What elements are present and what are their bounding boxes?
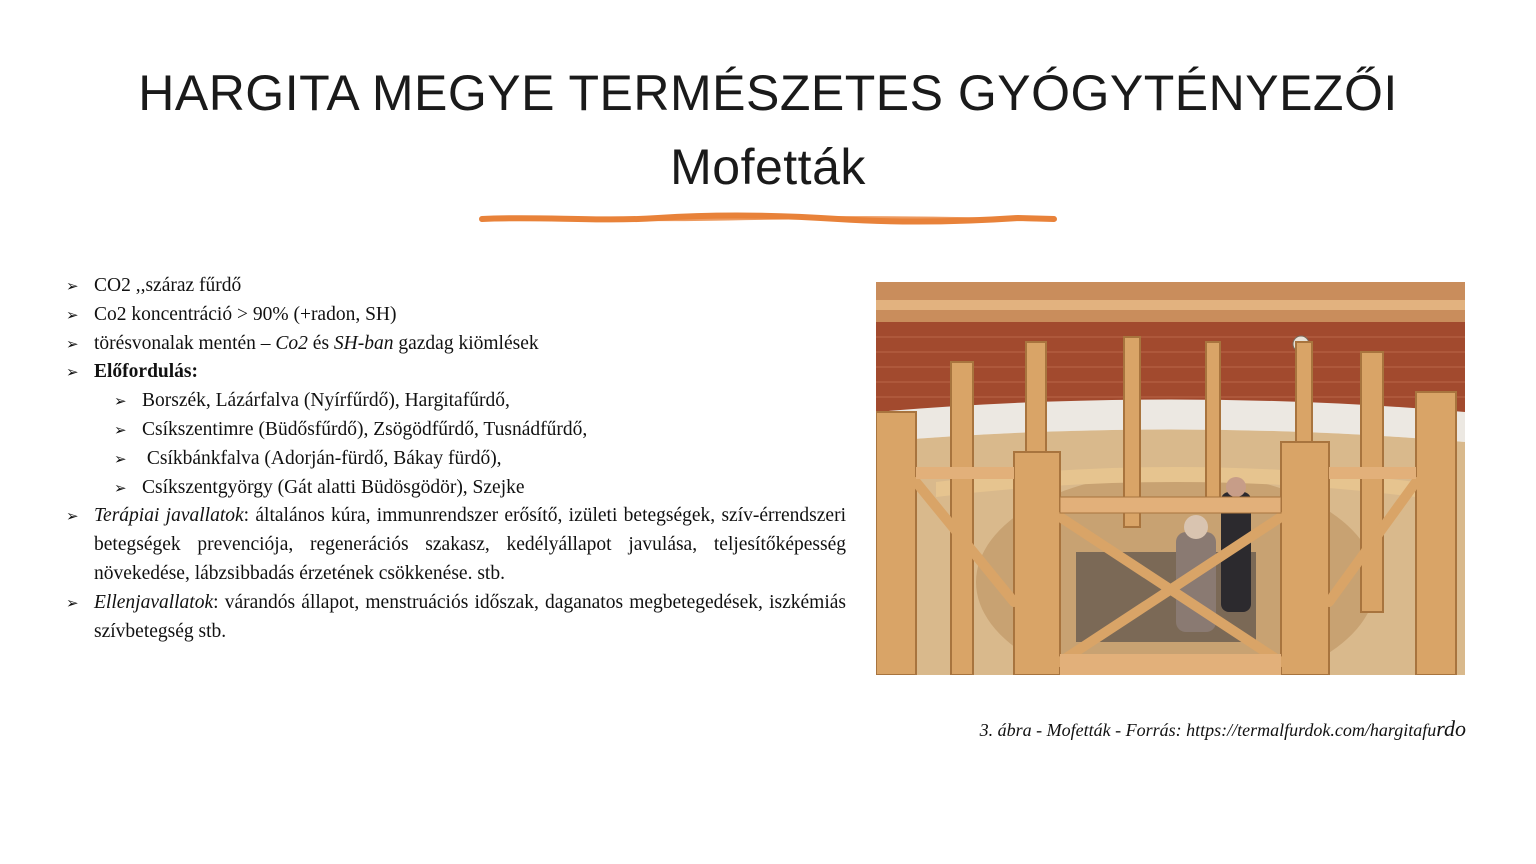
bullet-item-indications: ➢ Terápiai javallatok: általános kúra, immunrendszer erősítő, izületi betegségek, szív-érrendszeri betegségek prevenciója, regenerációs szakasz, kedélyállapot javulása, teljesítőképesség növekedése, lábzsibbadás érzetének csökkenése. stb.	[66, 502, 846, 588]
arrow-bullet-icon: ➢	[114, 449, 127, 468]
sub-bullet-item: ➢ Borszék, Lázárfalva (Nyírfűrdő), Hargitafűrdő,	[114, 387, 846, 416]
bullet-item	[66, 358, 846, 387]
arrow-bullet-icon: ➢	[114, 420, 127, 439]
sub-bullet-item: ➢ Csíkszentgyörgy (Gát alatti Büdösgödör), Szejke	[114, 474, 846, 503]
sub-bullet-item: ➢ Csíkszentimre (Büdősfűrdő), Zsögödfűrdő, Tusnádfűrdő,	[114, 416, 846, 445]
arrow-bullet-icon: ➢	[114, 392, 127, 411]
arrow-bullet-icon: ➢	[66, 334, 79, 353]
title-line-1: HARGITA MEGYE TERMÉSZETES GYÓGYTÉNYEZŐI	[138, 65, 1398, 121]
bullet-item-contraindications: ➢ Ellenjavallatok: várandós állapot, menstruációs időszak, daganatos megbetegedések, iszkémiás szívbetegség stb.	[66, 589, 846, 647]
arrow-bullet-icon: ➢	[66, 305, 79, 324]
mofette-photo	[876, 282, 1465, 675]
arrow-bullet-icon: ➢	[66, 507, 79, 526]
figure-caption: 3. ábra - Mofetták - Forrás: https://termalfurdok.com/hargitafurdo	[979, 716, 1466, 741]
bullet-item: ➢ CO2 ,,száraz fűrdő	[66, 272, 846, 301]
title-underline-brushstroke	[478, 210, 1058, 228]
bullet-item: ➢ törésvonalak mentén – Co2 és SH-ban gazdag kiömlések	[66, 330, 846, 359]
mofette-interior-illustration	[876, 282, 1465, 675]
arrow-bullet-icon: ➢	[66, 363, 79, 382]
arrow-bullet-icon: ➢	[66, 277, 79, 295]
arrow-bullet-icon: ➢	[114, 478, 127, 497]
arrow-bullet-icon: ➢	[66, 593, 79, 612]
bullet-item: ➢ Co2 koncentráció > 90% (+radon, SH)	[66, 301, 846, 330]
slide-title	[0, 56, 1536, 204]
sub-bullet-item: ➢ Csíkbánkfalva (Adorján-fürdő, Bákay fürdő),	[114, 445, 846, 474]
title-line-2: Mofetták	[670, 139, 866, 195]
occurrence-heading: Előfordulás:	[94, 361, 199, 383]
bullet-list	[66, 272, 846, 646]
